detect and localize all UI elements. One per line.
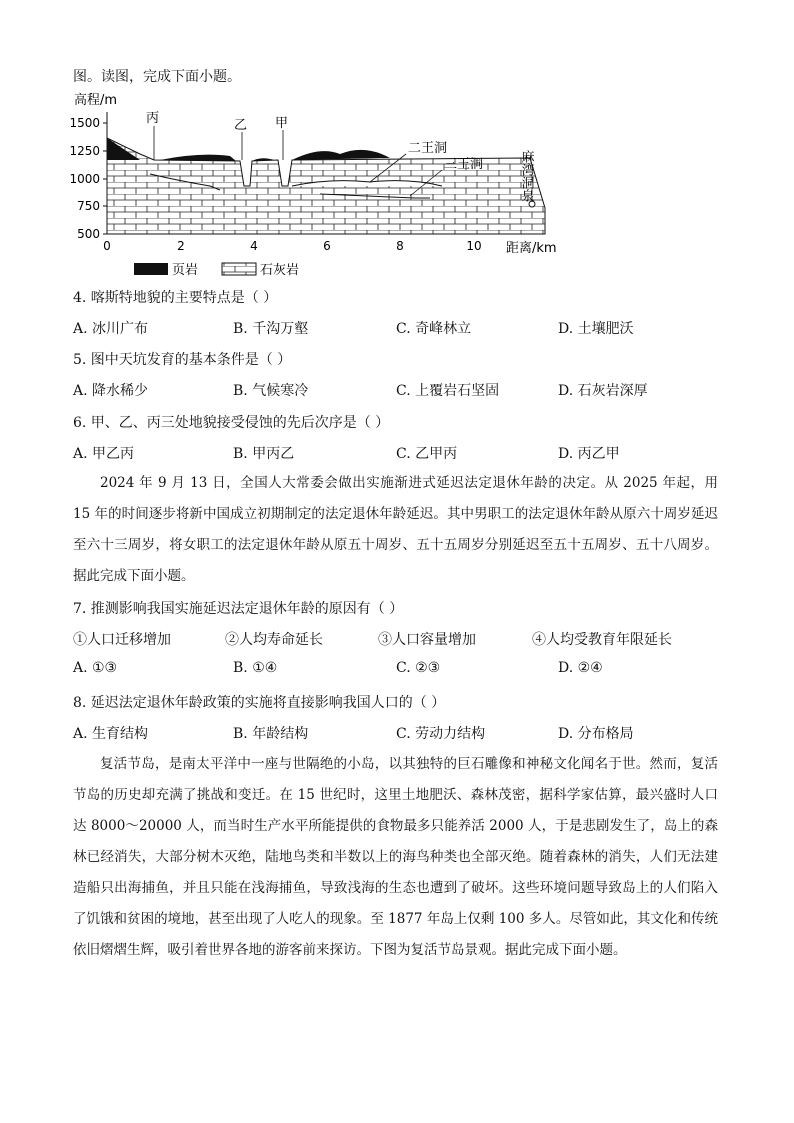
q7-option-c[interactable]: C. ②③ (396, 660, 441, 676)
q7-item-1: ①人口迁移增加 (73, 632, 171, 648)
x-tick: 0 (103, 239, 111, 253)
q5-option-d[interactable]: D. 石灰岩深厚 (558, 383, 648, 399)
q7-item-2: ②人均寿命延长 (225, 632, 323, 648)
label-bing: 丙 (146, 111, 160, 126)
q6-option-d[interactable]: D. 丙乙甲 (558, 446, 620, 462)
label-jia: 甲 (275, 116, 289, 131)
shale-layer (292, 150, 390, 160)
label-spring: 麻湾洞泉 (518, 150, 534, 202)
q5-option-a[interactable]: A. 降水稀少 (73, 383, 149, 399)
legend-limestone-label: 石灰岩 (260, 263, 300, 278)
q8-option-d[interactable]: D. 分布格局 (558, 726, 634, 742)
y-axis-label: 高程/m (74, 93, 118, 108)
q4-option-b[interactable]: B. 千沟万壑 (233, 321, 309, 337)
label-sanwangdong: 三王洞 (444, 157, 484, 172)
q7-item-3: ③人口容量增加 (378, 632, 476, 648)
q8-option-b[interactable]: B. 年龄结构 (233, 726, 309, 742)
passage-retirement: 2024 年 9 月 13 日，全国人大常委会做出实施渐进式延迟法定退休年龄的决定。从 2025 年起，用 15 年的时间逐步将新中国成立初期制定的法定退休年龄延迟。其中男职工的法定退休年龄从原六十周岁延迟至六十三周岁，将女职工的法定退休年龄从原五十周岁、五十五周岁分别延迟至五十五周岁、五十八周岁。据此完成下面小题。 (73, 475, 718, 584)
shale-layer (160, 155, 236, 161)
x-tick: 4 (250, 239, 258, 253)
q7-option-b[interactable]: B. ①④ (233, 660, 278, 676)
x-tick: 2 (177, 239, 185, 253)
q5-option-c[interactable]: C. 上覆岩石坚固 (396, 383, 500, 399)
question-6-stem: 6. 甲、乙、丙三处地貌接受侵蚀的先后次序是（ ） (73, 415, 390, 431)
legend-shale-label: 页岩 (172, 263, 199, 278)
question-7-stem: 7. 推测影响我国实施延迟法定退休年龄的原因有（ ） (73, 601, 404, 617)
question-8-stem: 8. 延迟法定退休年龄政策的实施将直接影响我国人口的（ ） (73, 695, 446, 711)
q6-option-c[interactable]: C. 乙甲丙 (396, 446, 458, 462)
q4-option-c[interactable]: C. 奇峰林立 (396, 321, 472, 337)
q4-option-d[interactable]: D. 土壤肥沃 (558, 321, 634, 337)
q8-option-a[interactable]: A. 生育结构 (73, 726, 149, 742)
q7-item-4: ④人均受教育年限延长 (532, 632, 672, 648)
q4-option-a[interactable]: A. 冰川广布 (73, 321, 149, 337)
x-tick: 10 (466, 239, 482, 253)
x-axis-label: 距离/km (506, 241, 557, 256)
y-tick: 500 (77, 227, 100, 241)
q7-option-d[interactable]: D. ②④ (558, 660, 603, 676)
y-tick: 1250 (69, 144, 100, 158)
q8-option-c[interactable]: C. 劳动力结构 (396, 726, 486, 742)
q7-option-a[interactable]: A. ①③ (73, 660, 118, 676)
x-tick: 6 (323, 239, 331, 253)
cross-section-figure (69, 86, 557, 286)
label-yi: 乙 (234, 118, 248, 133)
y-tick: 1500 (69, 116, 100, 130)
legend-limestone-swatch (222, 263, 256, 275)
q6-option-b[interactable]: B. 甲丙乙 (233, 446, 295, 462)
y-tick: 750 (77, 199, 100, 213)
x-tick: 8 (396, 239, 404, 253)
question-5-stem: 5. 图中天坑发育的基本条件是（ ） (73, 352, 292, 368)
question-4-stem: 4. 喀斯特地貌的主要特点是（ ） (73, 290, 278, 306)
intro-text: 图。读图，完成下面小题。 (73, 69, 241, 85)
y-tick: 1000 (69, 172, 100, 186)
legend-shale-swatch (134, 263, 168, 275)
q5-option-b[interactable]: B. 气候寒冷 (233, 383, 309, 399)
q6-option-a[interactable]: A. 甲乙丙 (73, 446, 135, 462)
passage-easter-island: 复活节岛，是南太平洋中一座与世隔绝的小岛，以其独特的巨石雕像和神秘文化闻名于世。然而，复活节岛的历史却充满了挑战和变迁。在 15 世纪时，这里土地肥沃、森林茂密，据科学家估算，最兴盛时人口达 8000～20000 人，而当时生产水平所能提供的食物最多只能养活 2000 人，于是悲剧发生了，岛上的森林已经消失，大部分树木灭绝，陆地鸟类和半数以上的海鸟种类也全部灭绝。随着森林的消失，人们无法建造船只出海捕鱼，并且只能在浅海捕鱼，导致浅海的生态也遭到了破坏。这些环境问题导致岛上的人们陷入了饥饿和贫困的境地，甚至出现了人吃人的现象。至 1877 年岛上仅剩 100 多人。尽管如此，其文化和传统依旧熠熠生辉，吸引着世界各地的游客前来探访。下图为复活节岛景观。据此完成下面小题。 (73, 756, 718, 958)
label-erwangdong: 二王洞 (408, 141, 448, 156)
